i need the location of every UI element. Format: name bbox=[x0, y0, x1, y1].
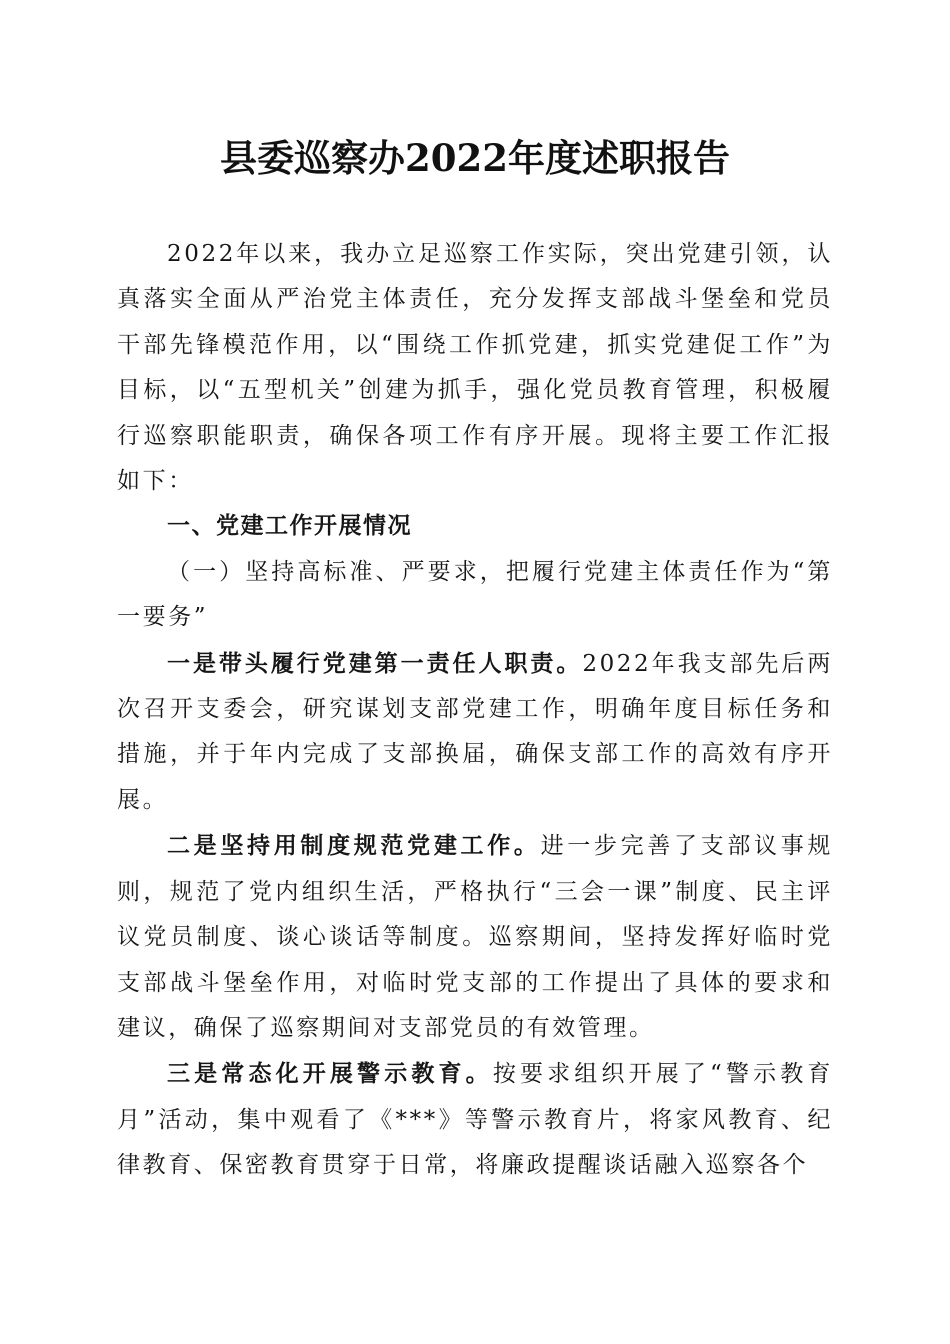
item-lead-2: 二是坚持用制度规范党建工作。 bbox=[167, 832, 541, 860]
item-lead-3: 三是常态化开展警示教育。 bbox=[167, 1060, 493, 1088]
item-text-1: 2022年我支部先后两次召开支委会，研究谋划支部党建工作，明确年度目标任务和措施，并于年内完成了支部换届，确保支部工作的高效有序开展。 bbox=[117, 650, 833, 813]
item-lead-1: 一是带头履行党建第一责任人职责。 bbox=[167, 649, 583, 677]
section-heading-party-building: 一、党建工作开展情况 bbox=[167, 513, 412, 540]
item-text-2: 进一步完善了支部议事规则，规范了党内组织生活，严格执行“三会一课”制度、民主评议党员制度、谈心谈话等制度。巡察期间，坚持发挥好临时党支部战斗堡垒作用，对临时党支部的工作提出了具体的要求和建议，确保了巡察期间对支部党员的有效管理。 bbox=[117, 833, 833, 1041]
item-text-3: 按要求组织开展了“警示教育月”活动，集中观看了《***》等警示教育片，将家风教育、纪律教育、保密教育贯穿于日常，将廉政提醒谈话融入巡察各个 bbox=[117, 1061, 834, 1179]
item-paragraph-3 bbox=[117, 1051, 833, 1188]
item-paragraph-2 bbox=[117, 823, 833, 1051]
intro-paragraph: 2022年以来，我办立足巡察工作实际，突出党建引领，认真落实全面从严治党主体责任，充分发挥支部战斗堡垒和党员干部先锋模范作用，以“围绕工作抓党建，抓实党建促工作”为目标，以“五型机关”创建为抓手，强化党员教育管理，积极履行巡察职能职责，确保各项工作有序开展。现将主要工作汇报如下： bbox=[117, 241, 833, 495]
subsection-heading-responsibility: （一）坚持高标准、严要求，把履行党建主体责任作为“第一要务” bbox=[117, 558, 833, 631]
item-paragraph-1 bbox=[117, 641, 833, 824]
document-body bbox=[117, 232, 833, 1189]
document-title: 县委巡察办2022年度述职报告 bbox=[220, 136, 730, 180]
